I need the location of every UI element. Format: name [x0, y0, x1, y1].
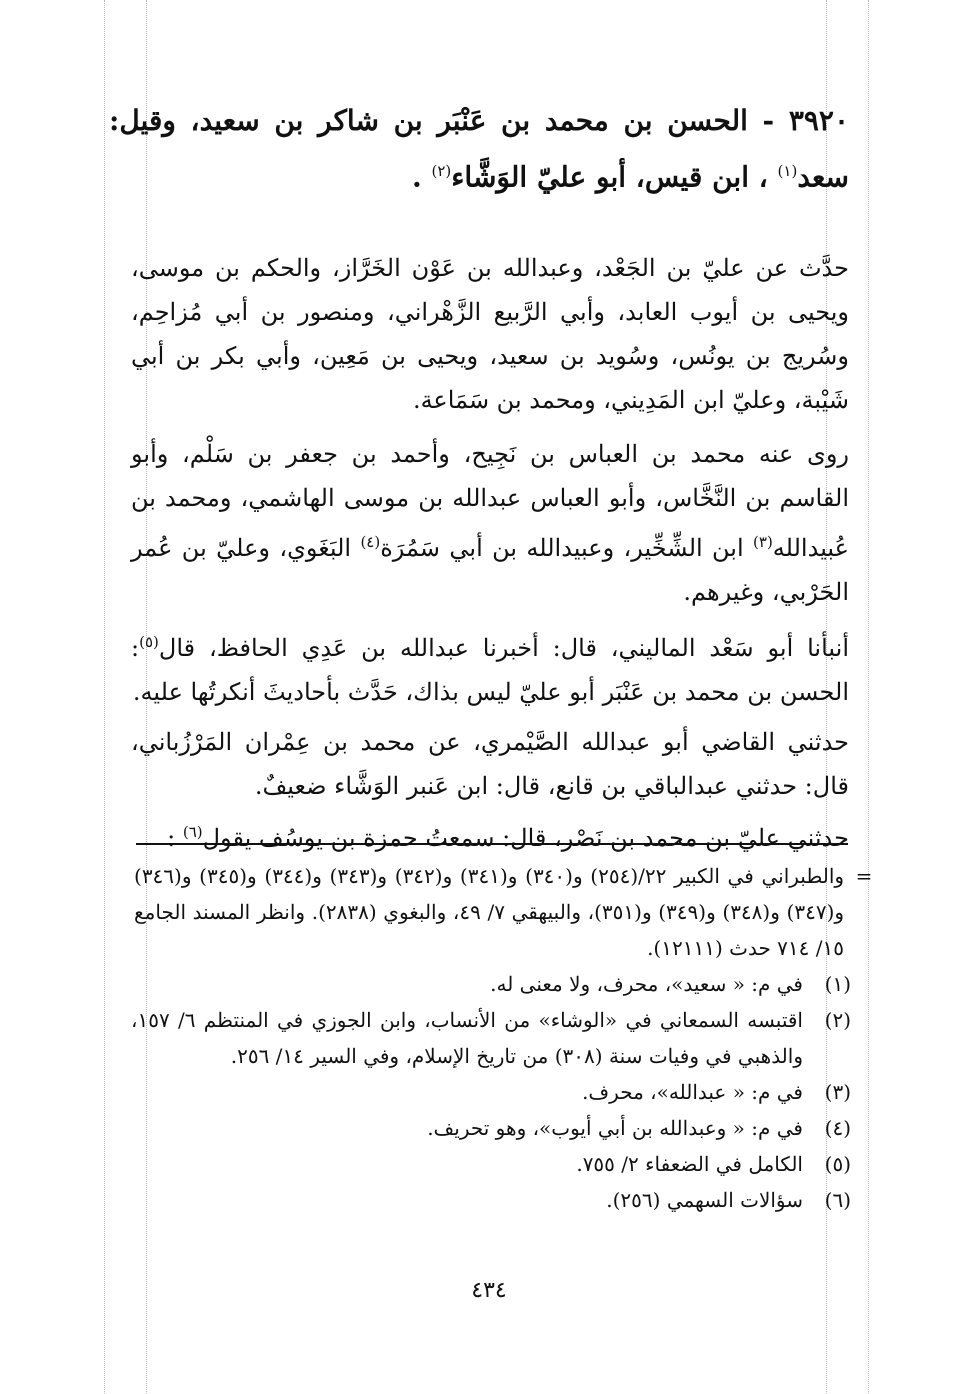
footnote-number: (٤)	[824, 1116, 851, 1140]
footnote-text: في م: « وعبدالله بن أبي أيوب»، وهو تحريف.	[427, 1116, 803, 1140]
paragraph-hamza-part-a: حدثني عليّ بن محمد بن نَصْر، قال: سمعتُ حمزة بن يوسُف يقول	[202, 824, 849, 852]
paragraph-students-part-b: ابن الشِّخِّير، وعبيدالله بن أبي سَمُرَة	[380, 534, 754, 562]
paragraph-hamza-part-b: :	[167, 824, 183, 852]
footnote-text: سؤالات السهمي (٢٥٦).	[606, 1188, 803, 1212]
page-number: ٤٣٤	[471, 1278, 507, 1303]
footnote-item	[131, 1110, 851, 1146]
footnote-ref-1[interactable]: (١)	[777, 162, 798, 180]
footnote-ref-2[interactable]: (٢)	[431, 162, 452, 180]
entry-title-end: .	[411, 160, 422, 194]
paragraph-ibn-adi	[131, 620, 849, 714]
footnote-text: في م: « سعيد»، محرف، ولا معنى له.	[490, 972, 803, 996]
entry-title	[109, 96, 849, 202]
footnotes-list	[131, 966, 851, 1218]
footnote-continuation: والطبراني في الكبير ٢٢/(٢٥٤) و(٣٤٠) و(٣٤١) و(٣٤٢) و(٣٤٣) و(٣٤٤) و(٣٤٥) و(٣٤٦) و(٣٤٧) و(٣٤٨) و(٣٤٩) و(٣٥١)، والبيهقي ٧/ ٤٩، والبغوي (٢٨٣٨). وانظر المسند الجامع ١٥/ ٧١٤ حدث (١٢١١١).	[134, 864, 845, 960]
footnote-ref-4[interactable]: (٤)	[360, 533, 381, 551]
footnote-text: في م: « عبدالله»، محرف.	[582, 1080, 803, 1104]
paragraph-saymari: حدثني القاضي أبو عبدالله الصَّيْمري، عن محمد بن عِمْران المَرْزُباني، قال: حدثني عبدالباقي بن قانع، قال: ابن عَنبر الوَشَّاء ضعيفٌ.	[131, 728, 849, 800]
entry-title-rest: ، ابن قيس، أبو عليّ الوَشَّاء	[451, 160, 768, 194]
footnote-number: (٣)	[824, 1080, 851, 1104]
paragraph-ibn-adi-part-b: : الحسن بن محمد بن عَنْبَر أبو عليّ ليس بذاك، حَدَّث بأحاديثَ أنكرتُها عليه.	[131, 634, 849, 706]
paragraph-students-part-c: البَغَوي، وعليّ بن عُمر الحَرْبي، وغيرهم.	[131, 534, 849, 606]
scan-edge-line	[104, 0, 105, 1394]
footnote-item	[131, 1182, 851, 1218]
footnote-text: الكامل في الضعفاء ٢/ ٧٥٥.	[576, 1152, 803, 1176]
footnote-item	[131, 1146, 851, 1182]
paragraph-hamza	[131, 810, 849, 860]
footnote-number: (١)	[824, 972, 851, 996]
footnote-number: (٦)	[824, 1188, 851, 1212]
footnote-text: اقتبسه السمعاني في «الوشاء» من الأنساب، وابن الجوزي في المنتظم ٦/ ١٥٧، والذهبي في وفيات سنة (٣٠٨) من تاريخ الإسلام، وفي السير ١٤/ ٢٥٦.	[131, 1008, 803, 1068]
paragraph-ibn-adi-part-a: أنبأنا أبو سَعْد الماليني، قال: أخبرنا عبدالله بن عَدِي الحافظ، قال	[158, 634, 849, 662]
footnote-item	[131, 966, 851, 1002]
footnote-item	[131, 1074, 851, 1110]
footnote-ref-3[interactable]: (٣)	[753, 533, 773, 551]
continuation-marker: =	[855, 864, 873, 888]
footnote-number: (٢)	[824, 1008, 851, 1032]
footnote-divider	[136, 843, 848, 845]
scan-edge-line	[868, 0, 869, 1394]
footnote-number: (٥)	[824, 1152, 851, 1176]
paragraph-students	[131, 432, 849, 614]
entry-title-text: ٣٩٢٠ - الحسن بن محمد بن عَنْبَر بن شاكر بن سعيد، وقيل: سعد	[109, 104, 849, 194]
paragraph-students-part-a: روى عنه محمد بن العباس بن نَجِيح، وأحمد بن جعفر بن سَلْم، وأبو القاسم بن النَّخَّاس، وأبو العباس عبدالله بن موسى الهاشمي، ومحمد بن عُبيدالله	[131, 440, 849, 562]
footnote-ref-5[interactable]: (٥)	[139, 633, 159, 651]
footnote-item	[131, 1002, 851, 1074]
paragraph-teachers: حدَّث عن عليّ بن الجَعْد، وعبدالله بن عَوْن الخَرَّاز، والحكم بن موسى، ويحيى بن أيوب العابد، وأبي الرَّبيع الزَّهْراني، ومنصور بن أبي مُزاحِم، وسُريج بن يونُس، وسُويد بن سعيد، ويحيى بن مَعِين، وأبي بكر بن أبي شَيْبة، وعليّ ابن المَدِيني، ومحمد بن سَمَاعة.	[131, 254, 849, 414]
footnote-ref-6[interactable]: (٦)	[182, 823, 203, 841]
